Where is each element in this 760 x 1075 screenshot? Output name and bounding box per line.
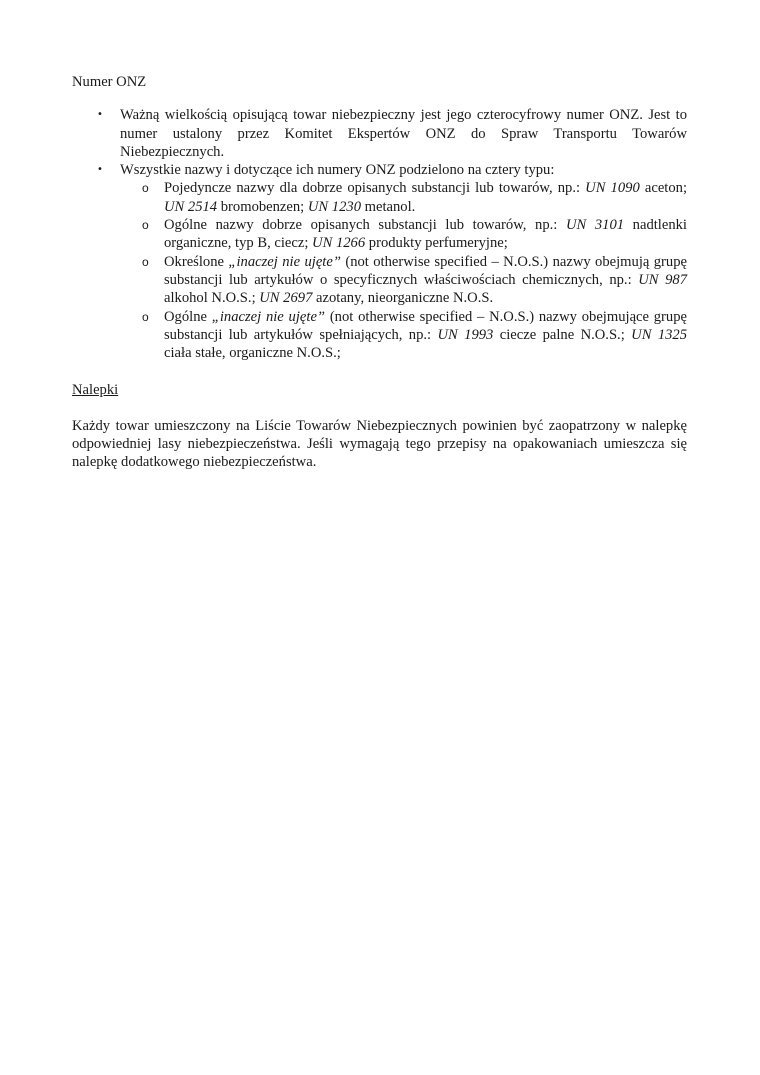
circle-bullet-icon: o bbox=[142, 181, 149, 196]
sub-item-text bbox=[164, 309, 687, 362]
italic-run: UN 1230 bbox=[307, 198, 361, 215]
sub-item-1 bbox=[142, 179, 687, 216]
sub-list bbox=[72, 179, 687, 362]
sub-item-2 bbox=[142, 216, 687, 253]
text-run: aceton; bbox=[639, 180, 687, 197]
paragraph-nalepki: Każdy towar umieszczony na Liście Towarów Niebezpiecznych powinien być zaopatrzony w nalepkę odpowiedniej lasy niebezpieczeństwa. Jeśli wymagają tego przepisy na opakowaniach umieszcza się nalepkę dodatkowego niebezpieczeństwa. bbox=[72, 417, 687, 471]
text-run: nadtlenki organiczne, typ B, ciecz; bbox=[164, 217, 687, 252]
heading-numer-onz: Numer ONZ bbox=[72, 74, 147, 90]
text-run: bromobenzen; bbox=[217, 198, 308, 215]
bullet-icon: • bbox=[97, 109, 103, 121]
bullet-text: Wszystkie nazwy i dotyczące ich numery ONZ podzielono na cztery typu: bbox=[120, 162, 555, 179]
text-run: alkohol N.O.S.; bbox=[164, 290, 260, 307]
text-run: produkty perfumeryjne; bbox=[365, 235, 508, 252]
sub-item-3 bbox=[142, 253, 687, 308]
italic-run: UN 2697 bbox=[259, 290, 313, 307]
sub-item-4 bbox=[142, 308, 687, 363]
italic-run: „inaczej nie ujęte” bbox=[228, 253, 341, 270]
italic-run: UN 1325 bbox=[631, 326, 688, 343]
circle-bullet-icon: o bbox=[142, 309, 149, 324]
italic-run: UN 987 bbox=[638, 271, 687, 288]
sub-item-text bbox=[164, 217, 687, 251]
bullet-icon: • bbox=[97, 164, 103, 176]
italic-run: UN 3101 bbox=[565, 217, 625, 234]
italic-run: UN 1266 bbox=[312, 235, 366, 252]
text-run: Ogólne nazwy dobrze opisanych substancji lub towarów, np.: bbox=[164, 217, 566, 234]
italic-run: „inaczej nie ujęte” bbox=[211, 308, 326, 325]
bullet-item-2 bbox=[97, 161, 688, 362]
document-page bbox=[72, 73, 687, 472]
sub-item-text bbox=[164, 254, 687, 307]
text-run: Pojedyncze nazwy dla dobrze opisanych substancji lub towarów, np.: bbox=[164, 180, 586, 197]
bullet-text: Ważną wielkością opisującą towar niebezpieczny jest jego czterocyfrowy numer ONZ. Jest to numer ustalony przez Komitet Ekspertów ONZ do Spraw Transportu Towarów Niebezpiecznych. bbox=[120, 107, 687, 160]
text-run: azotany, nieorganiczne N.O.S. bbox=[312, 290, 494, 307]
italic-run: UN 1993 bbox=[437, 326, 494, 343]
text-run: Określone bbox=[164, 253, 229, 270]
circle-bullet-icon: o bbox=[142, 218, 149, 233]
bullet-list bbox=[72, 106, 687, 362]
italic-run: UN 2514 bbox=[164, 198, 218, 215]
heading-nalepki: Nalepki bbox=[72, 382, 119, 399]
bullet-item-1 bbox=[97, 106, 687, 161]
text-run: ciała stałe, organiczne N.O.S.; bbox=[164, 345, 341, 362]
text-run: Ogólne bbox=[164, 308, 212, 325]
circle-bullet-icon: o bbox=[142, 254, 149, 269]
text-run: ciecze palne N.O.S.; bbox=[493, 326, 632, 343]
italic-run: UN 1090 bbox=[585, 180, 640, 197]
text-run: (not otherwise specified – N.O.S.) nazwy obejmujące grupę substancji lub artykułów spełniających, np.: bbox=[164, 308, 687, 343]
text-run: metanol. bbox=[361, 198, 416, 215]
sub-item-text bbox=[164, 180, 687, 214]
text-run: (not otherwise specified – N.O.S.) nazwy obejmują grupę substancji lub artykułów o specyficznych właściwościach chemicznych, np.: bbox=[164, 253, 687, 288]
